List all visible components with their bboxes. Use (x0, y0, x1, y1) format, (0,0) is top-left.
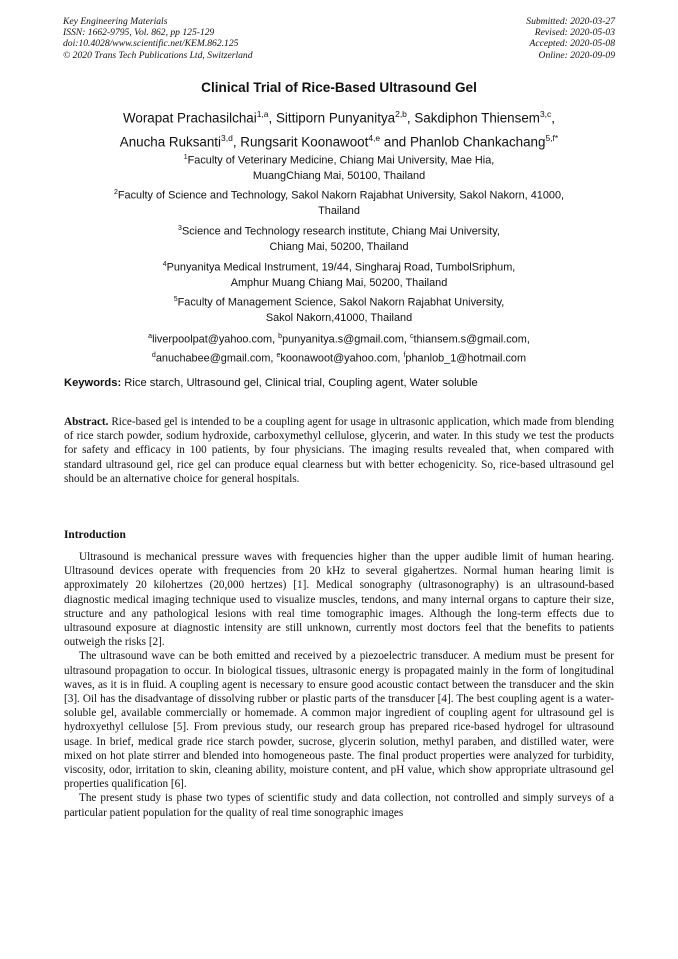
author-name: Sittiporn Punyanitya (275, 110, 396, 126)
author-affil-marker: 4,e (368, 133, 381, 144)
accepted-date: Accepted: 2020-05-08 (529, 38, 615, 50)
affiliation: $^3$Science and Technology research institute, Chiang Mai University, Chiang Mai, 50200, Thailand (178, 225, 500, 254)
author-affil-marker: 3,d (221, 133, 233, 144)
revised-date: Revised: 2020-05-03 (534, 27, 615, 39)
author-affil-marker: 2,b (395, 109, 407, 119)
introduction-body (64, 550, 614, 820)
abstract-text: Rice-based gel is intended to be a coupling agent for usage in ultrasonic application, which made from blending of rice starch powder, sodium hydroxide, carboxymethyl cellulose, glycerin, and water. In this study we test the products for safety and efficacy in 100 patients, by four physicians. The imaging results revealed that, when compared with standard ultrasound gel, rice gel can produce equal clearness but with better echogenicity. So, rice-based ultrasound gel should be an alternative choice for general hospitals. (64, 416, 614, 485)
keywords (64, 377, 614, 389)
email-link[interactable]: liverpoolpat@yahoo.com (152, 333, 273, 346)
journal-info (63, 16, 253, 61)
paragraph: The ultrasound wave can be both emitted and received by a piezoelectric transducer. A medium must be present for ultrasound propagation to occur. In biological tissues, ultrasonic energy is propagated mainly in the form of longitudinal waves, as it is in fluid. A coupling agent is necessary to ensure good acoustic contact between the transducer and the skin [3]. Oil has the disadvantage of dissolving rubber or plastic parts of the transducer [4]. The best coupling agent is a water-soluble gel, available commercially or homemade. A common major ingredient of coupling agent for ultrasound gel is hydroxyethyl cellulose [5]. From previous study, our research group has prepared rice-based hydrogel for ultrasound usage. In brief, medical grade rice starch powder, sucrose, glycerin solution, methyl paraben, and distilled water, were mixed on hot plate stirrer and blended into homogeneous paste. The final product properties were analyzed for turbidity, viscosity, odor, irritation to skin, cleaning ability, moisture content, and pH value, which show appropriate ultrasound gel properties qualification [6]. (64, 650, 614, 791)
author-affil-marker: 1,a (256, 109, 269, 119)
email-link[interactable]: koonawoot@yahoo.com (280, 352, 398, 365)
online-date: Online: 2020-09-09 (538, 49, 615, 61)
affiliation: $^2$Faculty of Science and Technology, Sakol Nakorn Rajabhat University, Sakol Nakorn, 41000, Thailand (113, 189, 565, 218)
affiliation: $^5$Faculty of Management Science, Sakol Nakorn Rajabhat University, Sakol Nakorn,41000, Thailand (173, 296, 505, 325)
author-name: Rungsarit Koonawoot (240, 134, 369, 150)
author-emails: $^a$liverpoolpat@yahoo.com, $^b$punyanitya.s@gmail.com, $^c$thiansem.s@gmail.com, $^d$anuchabee@gmail.com, $^e$koonawoot@yahoo.com, $^f$phanlob_1@hotmail.com (148, 333, 530, 365)
journal-name: Key Engineering Materials (63, 16, 168, 27)
abstract-label: Abstract. (64, 416, 109, 428)
paper-title: Clinical Trial of Rice-Based Ultrasound Gel (201, 80, 477, 95)
email-link[interactable]: thiansem.s@gmail.com (413, 333, 527, 346)
abstract (64, 415, 614, 486)
email-link[interactable]: phanlob_1@hotmail.com (405, 352, 527, 365)
author-name: Phanlob Chankachang (409, 134, 546, 150)
email-link[interactable]: punyanitya.s@gmail.com (282, 333, 404, 346)
section-heading: Introduction (64, 529, 126, 541)
author-affil-marker: 3,c (539, 109, 552, 119)
author-list: Worapat Prachasilchai$^{1,a}$, Sittiporn Punyanitya$^{2,b}$, Sakdiphon Thiensem$^{3,c}$, Anucha Ruksanti$^{3,d}$, Rungsarit Koonawoot$^{4,e}$ and Phanlob Chankachang$^{5,f*}$ (119, 109, 559, 150)
submitted-date: Submitted: 2020-03-27 (526, 16, 615, 27)
author-affil-marker: 5,f* (545, 133, 559, 144)
paragraph: Ultrasound is mechanical pressure waves with frequencies higher than the upper audible limit of human hearing. Ultrasound devices operate with frequencies from 20 kHz to several gigahertzes. Normal human hearing limit is approximately 20 kilohertzes (20,000 hertzes) [1]. Medical sonography (ultrasonography) is an ultrasound-based diagnostic medical imaging technique used to visualize muscles, tendons, and many internal organs to capture their size, structure and any pathological lesions with real time tomographic images. Although the long-term effects due to ultrasound exposure at diagnostic intensity are still unknown, currently most doctors feel that the benefits to patients outweigh the risks [2]. (64, 551, 614, 649)
doi-line: doi:10.4028/www.scientific.net/KEM.862.125 (63, 38, 239, 50)
author-name: Sakdiphon Thiensem (414, 110, 540, 126)
email-link[interactable]: anuchabee@gmail.com (155, 352, 271, 365)
author-name: Worapat Prachasilchai (122, 110, 257, 126)
keywords-label: Keywords: (64, 377, 122, 389)
issn-line: ISSN: 1662-9795, Vol. 862, pp 125-129 (63, 27, 215, 39)
keywords-text: Rice starch, Ultrasound gel, Clinical trial, Coupling agent, Water soluble (121, 377, 478, 389)
paragraph: The present study is phase two types of scientific study and data collection, not controlled and simply surveys of a particular patient population for the quality of real time sonographic images (64, 792, 614, 819)
copyright-line: © 2020 Trans Tech Publications Ltd, Switzerland (63, 49, 253, 61)
author-name: Anucha Ruksanti (119, 134, 221, 150)
dates-info (526, 16, 615, 61)
affiliation: $^4$Punyanitya Medical Instrument, 19/44, Singharaj Road, TumbolSriphum, Amphur Muang Chiang Mai, 50200, Thailand (162, 261, 516, 290)
affiliation: $^1$Faculty of Veterinary Medicine, Chiang Mai University, Mae Hia, MuangChiang Mai, 50100, Thailand (183, 154, 495, 183)
